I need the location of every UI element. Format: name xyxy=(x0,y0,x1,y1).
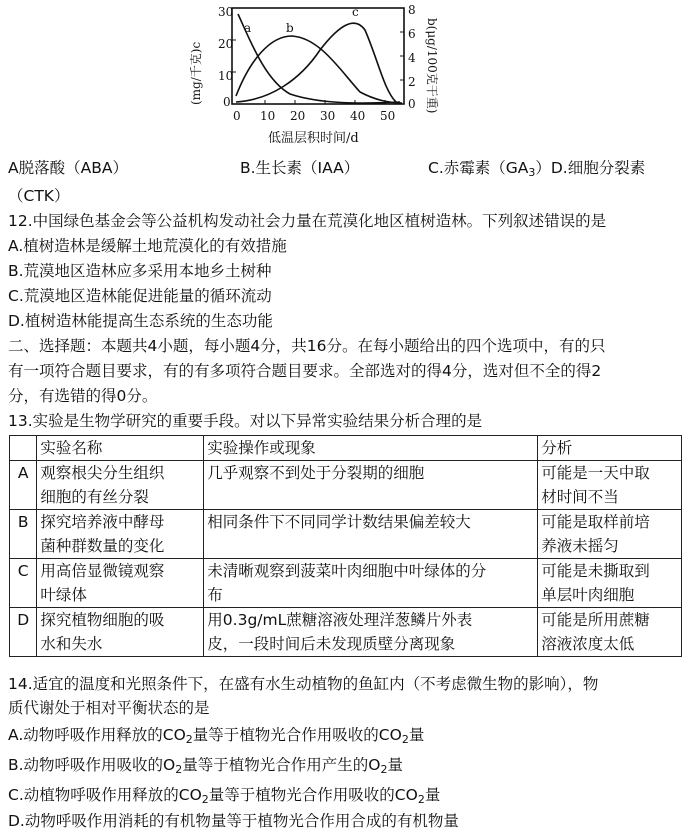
left-tick-0: 0 xyxy=(223,95,231,109)
hormone-curve-figure xyxy=(180,0,480,160)
x-tick-50: 50 xyxy=(380,109,396,123)
right-tick-2: 2 xyxy=(408,75,416,89)
q13-header-name: 实验名称 xyxy=(37,436,204,461)
q13-header-operation: 实验操作或现象 xyxy=(204,436,538,461)
row-letter: A xyxy=(10,461,37,510)
q11-option-a: A脱落酸（ABA） xyxy=(8,159,128,177)
left-tick-20: 20 xyxy=(218,37,234,51)
row-letter: C xyxy=(10,559,37,608)
q12-option-d: D.植树造林能提高生态系统的生态功能 xyxy=(8,312,273,330)
right-tick-6: 6 xyxy=(408,27,416,41)
section2-line3: 分，有选错的得0分。 xyxy=(8,387,158,405)
q13-header-row xyxy=(10,436,682,461)
right-tick-8: 8 xyxy=(408,3,416,17)
row-analysis: 可能是所用蔗糖 溶液浓度太低 xyxy=(538,608,682,657)
x-tick-20: 20 xyxy=(290,109,306,123)
x-tick-0: 0 xyxy=(233,109,241,123)
hormone-curve-chart xyxy=(180,0,480,160)
row-analysis: 可能是一天中取 材时间不当 xyxy=(538,461,682,510)
section2-line2: 有一项符合题目要求，有的有多项符合题目要求。全部选对的得4分，选对但不全的得2 xyxy=(8,362,602,380)
x-axis-label: 低温层积时间/d xyxy=(268,131,359,146)
q12-option-c: C.荒漠地区造林能促进能量的循环流动 xyxy=(8,287,272,305)
curve-c xyxy=(236,23,396,102)
section2-line1: 二、选择题：本题共4小题，每小题4分，共16分。在每小题给出的四个选项中，有的只 xyxy=(8,337,606,355)
q11-option-d-cont: （CTK） xyxy=(8,187,70,205)
row-letter: D xyxy=(10,608,37,657)
left-tick-10: 10 xyxy=(218,69,234,83)
row-analysis: 可能是取样前培 养液未摇匀 xyxy=(538,510,682,559)
q11-option-c: C.赤霉素$(GA_3)D$.细胞分裂素 xyxy=(428,159,646,179)
q14-option-b: B.动物呼吸作用吸收的$O_2$量等于植物光合作用产生的$O_2$量 xyxy=(8,756,403,776)
right-tick-4: 4 xyxy=(408,51,416,65)
y-left-label: (mg/千克)c xyxy=(189,41,203,105)
curve-b xyxy=(236,36,402,103)
q11-options xyxy=(8,156,693,180)
row-operation: 用0.3g/mL蔗糖溶液处理洋葱鳞片外表 皮，一段时间后未发现质壁分离现象 xyxy=(204,608,538,657)
q13-stem: 13.实验是生物学研究的重要手段。对以下异常实验结果分析合理的是 xyxy=(8,412,483,430)
q14-option-c: C.动植物呼吸作用释放的$CO_2$量等于植物光合作用吸收的$CO_2$量 xyxy=(8,786,441,806)
row-name: 探究植物细胞的吸 水和失水 xyxy=(37,608,204,657)
q14-stem-line1: 14.适宜的温度和光照条件下，在盛有水生动植物的鱼缸内（不考虑微生物的影响），物 xyxy=(8,675,599,693)
row-operation: 相同条件下不同同学计数结果偏差较大 xyxy=(204,510,538,559)
curve-label-b: b xyxy=(286,21,294,35)
curve-label-c: c xyxy=(352,5,359,19)
x-tick-10: 10 xyxy=(260,109,276,123)
row-operation: 几乎观察不到处于分裂期的细胞 xyxy=(204,461,538,510)
y-right-label: b(μg/100克干重) xyxy=(425,18,439,114)
q13-header-analysis: 分析 xyxy=(538,436,682,461)
left-tick-30: 30 xyxy=(218,5,234,19)
q12-option-b: B.荒漠地区造林应多采用本地乡土树种 xyxy=(8,262,272,280)
q13-table xyxy=(9,435,682,657)
curve-label-a: a xyxy=(244,21,252,35)
row-name: 探究培养液中酵母 菌种群数量的变化 xyxy=(37,510,204,559)
row-letter: B xyxy=(10,510,37,559)
row-name: 观察根尖分生组织 细胞的有丝分裂 xyxy=(37,461,204,510)
q14-stem-line2: 质代谢处于相对平衡状态的是 xyxy=(8,699,210,717)
table-row xyxy=(10,608,682,657)
q14-option-d: D.动物呼吸作用消耗的有机物量等于植物光合作用合成的有机物量 xyxy=(8,812,459,830)
x-tick-40: 40 xyxy=(350,109,366,123)
q12-stem: 12.中国绿色基金会等公益机构发动社会力量在荒漠化地区植树造林。下列叙述错误的是 xyxy=(8,212,607,230)
x-tick-30: 30 xyxy=(320,109,336,123)
q11-option-b: B.生长素（IAA） xyxy=(240,159,360,177)
table-row xyxy=(10,559,682,608)
q13-header-letter xyxy=(10,436,37,461)
right-tick-0: 0 xyxy=(408,97,416,111)
table-row xyxy=(10,461,682,510)
q12-option-a: A.植树造林是缓解土地荒漠化的有效措施 xyxy=(8,237,287,255)
q14-option-a: A.动物呼吸作用释放的$CO_2$量等于植物光合作用吸收的$CO_2$量 xyxy=(8,726,425,746)
row-name: 用高倍显微镜观察 叶绿体 xyxy=(37,559,204,608)
table-row xyxy=(10,510,682,559)
row-analysis: 可能是未撕取到 单层叶肉细胞 xyxy=(538,559,682,608)
row-operation: 未清晰观察到菠菜叶肉细胞中叶绿体的分 布 xyxy=(204,559,538,608)
